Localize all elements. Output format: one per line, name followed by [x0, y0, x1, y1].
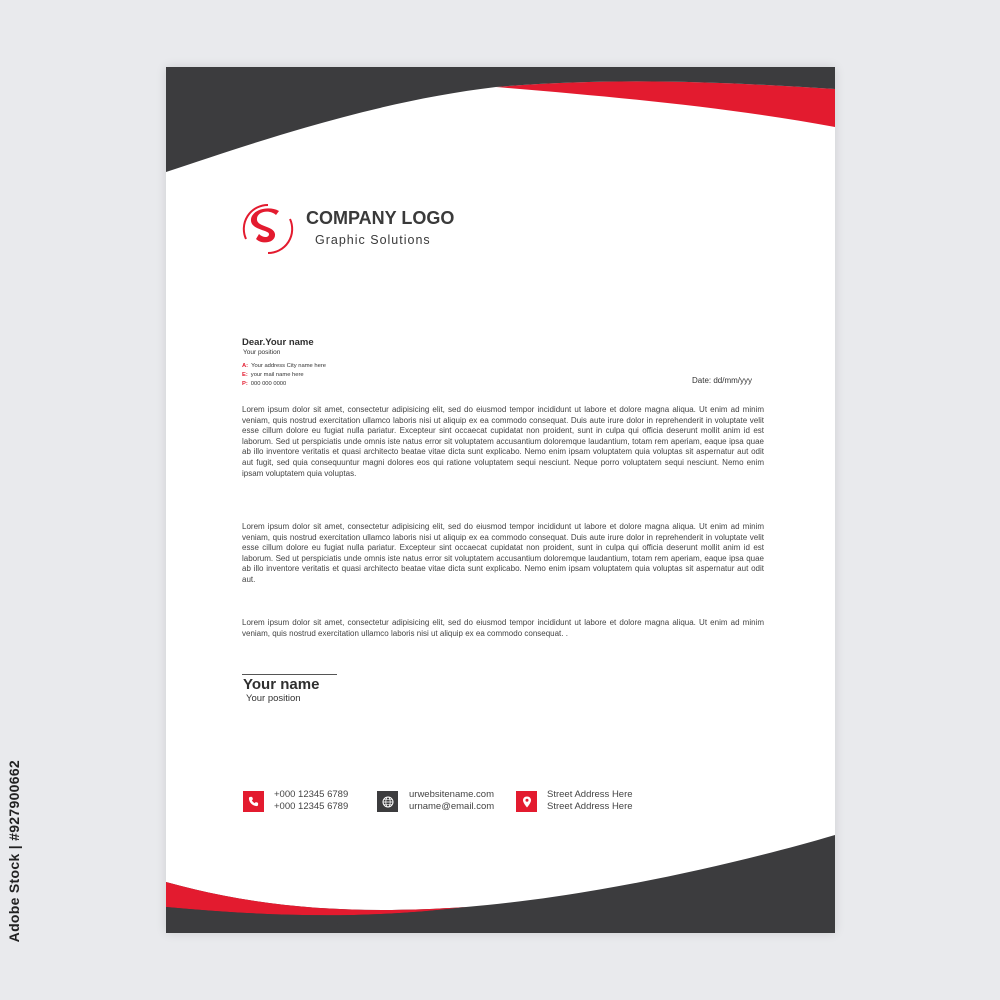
globe-icon: [377, 791, 398, 812]
stock-watermark: Adobe Stock | #927900662: [6, 760, 22, 943]
footer-address-1: Street Address Here: [547, 789, 633, 800]
letterhead-page: [166, 67, 835, 933]
recipient-phone: [242, 381, 286, 387]
footer-address-2: Street Address Here: [547, 801, 633, 812]
address-value: Your address City name here: [251, 363, 326, 369]
company-logo-title: COMPANY LOGO: [306, 208, 455, 228]
email-label: E:: [242, 372, 248, 378]
location-pin-icon: [516, 791, 537, 812]
footer-red-wave: [166, 882, 466, 915]
header-decoration: [166, 67, 835, 933]
letter-date: Date: dd/mm/yyy: [692, 376, 753, 385]
signature-line: [242, 674, 337, 675]
phone-icon: [243, 791, 264, 812]
logo-s-icon: [240, 201, 296, 257]
signature-name: Your name: [243, 676, 320, 693]
header-dark-shape: [166, 67, 835, 172]
phone-label: P:: [242, 381, 248, 387]
recipient-address: [242, 363, 326, 369]
footer-phones: [274, 789, 348, 813]
company-logo-subtitle: Graphic Solutions: [315, 233, 431, 247]
phone-value: 000 000 0000: [250, 381, 287, 387]
body-paragraph-1: Lorem ipsum dolor sit amet, consectetur adipisicing elit, sed do eiusmod tempor incididunt ut labore et dolore magna aliqua. Ut enim ad minim veniam, quis nostrud exercitation ullamco laboris nisi ut aliquip ex ea commodo consequat. Duis aute irure dolor in reprehenderit in voluptate velit esse cillum dolore eu fugiat nulla pariatur. Excepteur sint occaecat cupidatat non proident, sunt in culpa qui officia deserunt mollit anim id est laborum. Sed ut perspiciatis unde omnis iste natus error sit voluptatem accusantium doloremque laudantium, totam rem aperiam, eaque ipsa quae ab illo inventore veritatis et quasi architecto beatae vitae dicta sunt explicabo. Nemo enim ipsam voluptatem quia voluptas sit aspernatur aut odit aut fugit, sed quia consequuntur magni dolores eos qui ratione voluptatem sequi nesciunt. Neque porro voluptatem sequi nesciunt. Nemo enim ipsam voluptatem quia voluptas.: [242, 405, 764, 478]
footer-email: urname@email.com: [409, 801, 495, 812]
body-paragraph-3: Lorem ipsum dolor sit amet, consectetur adipisicing elit, sed do eiusmod tempor incididunt ut labore et dolore magna aliqua. Ut enim ad minim veniam, quis nostrud exercitation ullamco laboris nisi ut aliquip ex ea commodo consequat. .: [242, 618, 764, 638]
email-value: your mail name here: [250, 372, 304, 378]
header-red-wave: [496, 81, 835, 127]
footer-phone-2: +000 12345 6789: [274, 801, 349, 812]
footer-website: urwebsitename.com: [409, 789, 495, 800]
address-label: A:: [242, 363, 249, 369]
footer-web-email: [409, 789, 494, 813]
signature-position: Your position: [246, 693, 301, 704]
recipient-greeting: Dear.Your name: [242, 337, 314, 348]
footer-phone-1: +000 12345 6789: [274, 789, 349, 800]
recipient-position: Your position: [243, 349, 281, 356]
body-paragraph-2: Lorem ipsum dolor sit amet, consectetur adipisicing elit, sed do eiusmod tempor incididunt ut labore et dolore magna aliqua. Ut enim ad minim veniam, quis nostrud exercitation ullamco laboris nisi ut aliquip ex ea commodo consequat. Duis aute irure dolor in reprehenderit in voluptate velit esse cillum dolore eu fugiat nulla pariatur. Excepteur sint occaecat cupidatat non proident, sunt in culpa qui officia deserunt mollit anim id est laborum. Sed ut perspiciatis unde omnis iste natus error sit voluptatem accusantium doloremque laudantium, totam rem aperiam, eaque ipsa quae ab illo inventore veritatis et quasi architecto beatae vitae dicta sunt explicabo. Nemo enim ipsam voluptatem quia voluptas sit aspernatur aut odit aut.: [242, 522, 764, 584]
recipient-email: [242, 372, 304, 378]
footer-addresses: [547, 789, 633, 813]
